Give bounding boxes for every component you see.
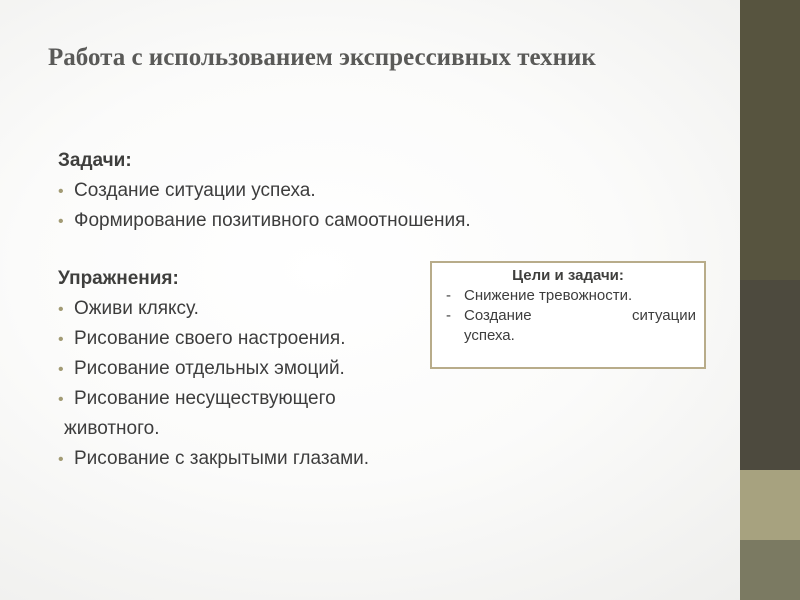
task-text: Создание ситуации успеха. xyxy=(74,180,316,201)
sidebar-strips xyxy=(740,0,800,600)
exercise-item xyxy=(58,384,618,414)
task-item xyxy=(58,176,618,206)
exercise-item xyxy=(58,444,618,474)
note-item-word: ситуации xyxy=(632,307,696,324)
bullet-dot-icon: • xyxy=(58,213,64,230)
exercises-heading: Упражнения: xyxy=(58,268,179,289)
task-item xyxy=(58,206,618,236)
sidebar-strip-top xyxy=(740,0,800,280)
note-title: Цели и задачи: xyxy=(512,267,624,284)
bullet-dot-icon: • xyxy=(58,331,64,348)
sidebar-strip-middle xyxy=(740,280,800,470)
bullet-dot-icon: • xyxy=(58,361,64,378)
dash-bullet-icon: - xyxy=(446,287,451,304)
bullet-dot-icon: • xyxy=(58,451,64,468)
exercise-text: Рисование несуществующего xyxy=(74,388,336,409)
goals-note-box xyxy=(430,261,706,369)
exercise-text: Рисование своего настроения. xyxy=(74,328,346,349)
sidebar-strip-bottom xyxy=(740,540,800,600)
bullet-dot-icon: • xyxy=(58,183,64,200)
sidebar-strip-accent xyxy=(740,470,800,540)
section-spacer xyxy=(58,236,618,264)
tasks-heading: Задачи: xyxy=(58,150,132,171)
dash-bullet-icon: - xyxy=(446,307,451,324)
bullet-dot-icon: • xyxy=(58,301,64,318)
right-decorative-bar xyxy=(740,0,800,600)
note-item-line xyxy=(464,306,696,326)
exercise-text: Оживи кляксу. xyxy=(74,298,199,319)
exercise-text: Рисование с закрытыми глазами. xyxy=(74,448,370,469)
task-text: Формирование позитивного самоотношения. xyxy=(74,210,471,231)
bullet-dot-icon: • xyxy=(58,391,64,408)
note-item xyxy=(440,306,696,346)
slide-title: Работа с использованием экспрессивных техник xyxy=(48,44,596,71)
exercise-text: Рисование отдельных эмоций. xyxy=(74,358,345,379)
note-item-line: успеха. xyxy=(464,327,515,344)
note-item-word: Создание xyxy=(464,307,532,324)
note-item xyxy=(440,286,696,306)
note-item-text: Снижение тревожности. xyxy=(464,287,633,304)
exercise-continuation: животного. xyxy=(64,418,160,439)
